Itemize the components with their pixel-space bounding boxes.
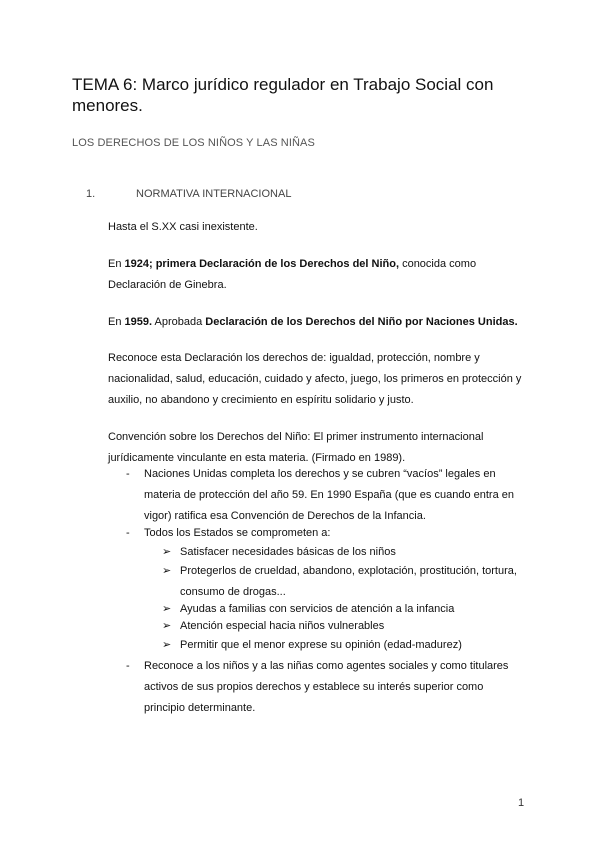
dash-bullet: - xyxy=(126,468,130,480)
section-heading-text: NORMATIVA INTERNACIONAL xyxy=(136,188,292,200)
dash-bullet: - xyxy=(126,527,130,539)
dash-item-1-text: Naciones Unidas completa los derechos y se cubren “vacíos” legales en materia de protección del año 59. En 1990 España (que es cuando entra en vigor) ratifica esa Convención de Derechos de la Infancia. xyxy=(144,468,514,522)
paragraph-2-bold: 1924; primera Declaración de los Derechos del Niño, xyxy=(124,258,400,270)
section-number: 1. xyxy=(86,188,96,200)
paragraph-3-pre: En xyxy=(108,316,125,328)
arrow-bullet-icon: ➢ xyxy=(162,639,172,651)
document-subtitle: LOS DERECHOS DE LOS NIÑOS Y LAS NIÑAS xyxy=(72,137,315,149)
dash-item-2-text: Todos los Estados se comprometen a: xyxy=(144,527,331,539)
arrow-bullet-icon: ➢ xyxy=(162,546,172,558)
paragraph-5: Convención sobre los Derechos del Niño: El primer instrumento internacional jurídicamente vinculante en esta materia. (Firmado en 1989). xyxy=(108,431,484,464)
paragraph-2-post: conocida como Declaración de Ginebra. xyxy=(108,258,477,291)
arrow-item-3-text: Ayudas a familias con servicios de atención a la infancia xyxy=(180,603,455,615)
paragraph-2 xyxy=(108,254,528,296)
arrow-item-1-text: Satisfacer necesidades básicas de los niños xyxy=(180,546,396,558)
paragraph-1: Hasta el S.XX casi inexistente. xyxy=(108,221,258,233)
arrow-bullet-icon: ➢ xyxy=(162,603,172,615)
arrow-bullet-icon: ➢ xyxy=(162,565,172,577)
paragraph-3-bold-year: 1959. xyxy=(124,316,153,328)
arrow-item-4-text: Atención especial hacia niños vulnerables xyxy=(180,620,385,632)
paragraph-3 xyxy=(108,312,528,333)
document-title: TEMA 6: Marco jurídico regulador en Trabajo Social con menores. xyxy=(72,75,494,115)
page-number: 1 xyxy=(518,797,525,809)
arrow-item-2-text: Protegerlos de crueldad, abandono, explotación, prostitución, tortura, consumo de drogas... xyxy=(180,565,517,598)
paragraph-3-bold-title: Declaración de los Derechos del Niño por Naciones Unidas. xyxy=(205,316,518,328)
paragraph-2-pre: En xyxy=(108,258,125,270)
dash-item-3-text: Reconoce a los niños y a las niñas como agentes sociales y como titulares activos de sus propios derechos y establece su interés superior como principio determinante. xyxy=(144,660,509,714)
paragraph-3-mid: Aprobada xyxy=(152,316,206,328)
arrow-item-5-text: Permitir que el menor exprese su opinión (edad-madurez) xyxy=(180,639,462,651)
section-heading xyxy=(86,188,291,200)
paragraph-4: Reconoce esta Declaración los derechos de: igualdad, protección, nombre y nacionalidad, salud, educación, cuidado y afecto, juego, los primeros en protección y auxilio, no abandono y crecimiento en espíritu solidario y justo. xyxy=(108,352,522,406)
arrow-bullet-icon: ➢ xyxy=(162,620,172,632)
dash-bullet: - xyxy=(126,660,130,672)
